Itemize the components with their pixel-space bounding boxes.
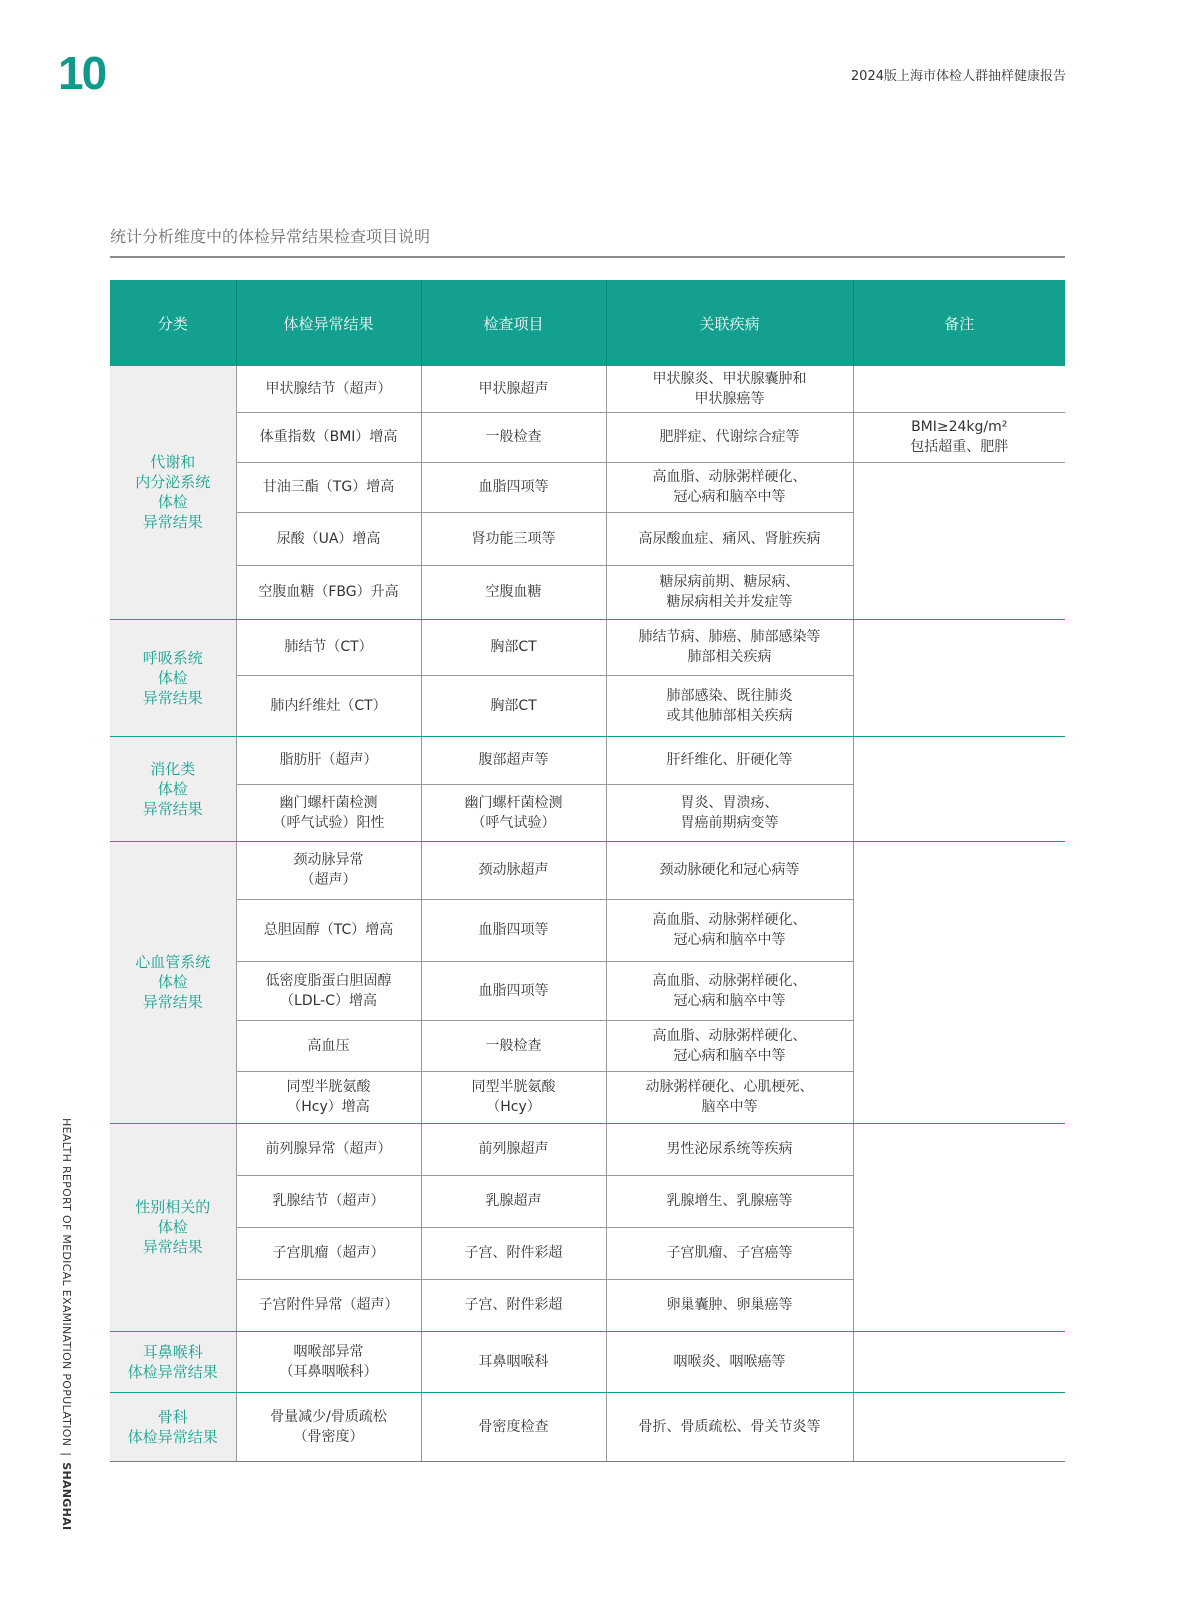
category-cell [110, 619, 236, 736]
cell-text-line: 甘油三酯（TG）增高 [262, 479, 395, 495]
cell-text-line: 骨折、骨质疏松、骨关节炎等 [638, 1418, 821, 1435]
result-cell [236, 675, 421, 736]
cell-text-line: 包括超重、肥胖 [910, 439, 1009, 455]
cell-text-line: 内分泌系统 [135, 473, 211, 492]
exam-item-cell [421, 736, 606, 784]
note-cell [853, 1392, 1065, 1461]
result-cell [236, 1071, 421, 1123]
cell-text-line: 血脂四项等 [478, 982, 549, 999]
cell-text-line: 异常结果 [142, 1238, 203, 1256]
cell-text-line: 冠心病和脑卒中等 [673, 992, 786, 1009]
cell-text-line: 糖尿病前期、糖尿病、 [659, 574, 800, 590]
cell-text-line: 肝纤维化、肝硬化等 [666, 752, 793, 768]
related-disease-cell [606, 565, 853, 619]
cell-text-line: 体检 [157, 973, 188, 991]
cell-text-line: 一般检查 [485, 429, 542, 445]
related-disease-cell [606, 512, 853, 565]
cell-text-line: 男性泌尿系统等疾病 [666, 1141, 793, 1157]
note-cell [853, 462, 1065, 619]
result-cell [236, 366, 421, 412]
exam-item-cell [421, 1279, 606, 1331]
cell-text-line: 肺结节病、肺癌、肺部感染等 [638, 629, 821, 645]
result-cell [236, 565, 421, 619]
cell-text-line: 肺部感染、既往肺炎 [666, 687, 793, 704]
cell-text-line: 血脂四项等 [478, 922, 549, 938]
cell-text-line: BMI≥24kg/m² [911, 419, 1008, 435]
cell-text-line: 骨量减少/骨质疏松 [270, 1408, 387, 1425]
cell-text-line: 血脂四项等 [478, 479, 549, 495]
cell-text-line: 胸部CT [490, 697, 537, 714]
cell-text-line: 腹部超声等 [478, 752, 549, 768]
cell-text-line: 体检 [157, 779, 188, 798]
cell-text-line: 高血脂、动脉粥样硬化、 [652, 1027, 807, 1044]
result-cell [236, 784, 421, 841]
category-cell [110, 1392, 236, 1461]
cell-text-line: 乳腺超声 [485, 1193, 542, 1209]
cell-text-line: 子宫、附件彩超 [464, 1297, 563, 1313]
cell-text-line: 幽门螺杆菌检测 [279, 794, 378, 811]
exam-item-cell [421, 675, 606, 736]
cell-text-line: 卵巢囊肿、卵巢癌等 [666, 1297, 793, 1313]
exam-item-cell [421, 899, 606, 961]
related-disease-cell [606, 675, 853, 736]
cell-text-line: 肺内纤维灶（CT） [270, 697, 387, 714]
cell-text-line: 颈动脉异常 [293, 852, 364, 868]
cell-text-line: 子宫肌瘤（超声） [272, 1245, 385, 1261]
exam-item-cell [421, 1331, 606, 1392]
cell-text-line: 高血脂、动脉粥样硬化、 [652, 469, 807, 485]
cell-text-line: 异常结果 [142, 993, 203, 1011]
cell-text-line: 幽门螺杆菌检测 [464, 794, 563, 811]
section-title: 统计分析维度中的体检异常结果检查项目说明 [110, 224, 1065, 258]
result-cell [236, 1279, 421, 1331]
cell-text-line: 甲状腺结节（超声） [265, 380, 392, 397]
exam-item-cell [421, 619, 606, 675]
related-disease-cell [606, 841, 853, 899]
column-header: 体检异常结果 [236, 280, 421, 366]
cell-text-line: 肾功能三项等 [471, 530, 556, 547]
cell-text-line: 肺部相关疾病 [687, 649, 772, 665]
page-number: 10 [58, 47, 106, 99]
related-disease-cell [606, 1331, 853, 1392]
related-disease-cell [606, 412, 853, 462]
note-cell [853, 841, 1065, 1123]
cell-text-line: （呼气试验） [471, 814, 556, 831]
note-cell [853, 736, 1065, 841]
exam-item-cell [421, 1392, 606, 1461]
cell-text-line: 咽喉部异常 [293, 1343, 364, 1360]
related-disease-cell [606, 784, 853, 841]
cell-text-line: 冠心病和脑卒中等 [673, 932, 786, 948]
category-cell [110, 1123, 236, 1331]
result-cell [236, 512, 421, 565]
exam-item-cell [421, 565, 606, 619]
related-disease-cell [606, 1227, 853, 1279]
table-row [110, 366, 1065, 412]
cell-text-line: （LDL-C）增高 [280, 992, 377, 1009]
category-cell [110, 1331, 236, 1392]
related-disease-cell [606, 619, 853, 675]
cell-text-line: 冠心病和脑卒中等 [673, 1047, 786, 1064]
cell-text-line: 颈动脉硬化和冠心病等 [659, 862, 800, 878]
related-disease-cell [606, 1071, 853, 1123]
cell-text-line: 胃癌前期病变等 [680, 814, 779, 831]
cell-text-line: 骨密度检查 [478, 1418, 549, 1435]
exam-item-cell [421, 841, 606, 899]
result-cell [236, 841, 421, 899]
cell-text-line: 咽喉炎、咽喉癌等 [673, 1353, 786, 1370]
table-body [110, 366, 1065, 1461]
cell-text-line: 高血脂、动脉粥样硬化、 [652, 972, 807, 989]
note-cell [853, 619, 1065, 736]
cell-text-line: 性别相关的 [135, 1198, 211, 1216]
related-disease-cell [606, 1392, 853, 1461]
related-disease-cell [606, 1020, 853, 1071]
column-header: 分类 [110, 280, 236, 366]
cell-text-line: 甲状腺炎、甲状腺囊肿和 [652, 370, 807, 387]
note-cell [853, 1123, 1065, 1331]
cell-text-line: 空腹血糖（FBG）升高 [258, 584, 399, 600]
result-cell [236, 462, 421, 512]
result-cell [236, 1175, 421, 1227]
column-header: 备注 [853, 280, 1065, 366]
note-cell [853, 1331, 1065, 1392]
cell-text-line: （骨密度） [293, 1428, 364, 1445]
cell-text-line: 肥胖症、代谢综合症等 [659, 429, 800, 445]
cell-text-line: 异常结果 [142, 513, 203, 532]
exam-item-cell [421, 462, 606, 512]
cell-text-line: 脑卒中等 [701, 1099, 758, 1115]
cell-text-line: 脂肪肝（超声） [279, 752, 378, 768]
cell-text-line: 体检 [157, 1218, 188, 1236]
exam-item-cell [421, 784, 606, 841]
cell-text-line: （超声） [300, 872, 357, 888]
table-row [110, 1331, 1065, 1392]
note-cell [853, 366, 1065, 412]
exam-item-cell [421, 1020, 606, 1071]
cell-text-line: 子宫、附件彩超 [464, 1245, 563, 1261]
related-disease-cell [606, 1279, 853, 1331]
table-row [110, 1392, 1065, 1461]
category-cell [110, 366, 236, 619]
cell-text-line: 空腹血糖 [485, 584, 542, 600]
cell-text-line: （Hcy）增高 [287, 1099, 370, 1115]
cell-text-line: 尿酸（UA）增高 [276, 530, 381, 547]
table-row [110, 841, 1065, 899]
cell-text-line: 子宫肌瘤、子宫癌等 [666, 1245, 793, 1261]
cell-text-line: 骨科 [157, 1407, 188, 1426]
cell-text-line: 高血脂、动脉粥样硬化、 [652, 912, 807, 928]
table-row [110, 1123, 1065, 1175]
note-cell [853, 412, 1065, 462]
cell-text-line: 高尿酸血症、痛风、肾脏疾病 [638, 530, 821, 547]
result-cell [236, 961, 421, 1020]
cell-text-line: 或其他肺部相关疾病 [666, 707, 793, 724]
cell-text-line: 颈动脉超声 [478, 862, 549, 878]
category-cell [110, 736, 236, 841]
cell-text-line: （Hcy） [486, 1099, 541, 1115]
result-cell [236, 1020, 421, 1071]
cell-text-line: 体检 [157, 668, 188, 687]
cell-text-line: 耳鼻喉科 [142, 1342, 203, 1361]
cell-text-line: 肺结节（CT） [284, 639, 373, 655]
cell-text-line: 动脉粥样硬化、心肌梗死、 [645, 1079, 814, 1095]
cell-text-line: 心血管系统 [135, 953, 211, 971]
exam-item-cell [421, 512, 606, 565]
result-cell [236, 1331, 421, 1392]
exam-items-table [110, 280, 1065, 1462]
table-row [110, 462, 1065, 512]
cell-text-line: 异常结果 [142, 688, 203, 707]
exam-item-cell [421, 366, 606, 412]
cell-text-line: 甲状腺癌等 [694, 390, 765, 407]
cell-text-line: 同型半胱氨酸 [471, 1079, 556, 1095]
exam-item-cell [421, 1175, 606, 1227]
cell-text-line: 糖尿病相关并发症等 [666, 594, 793, 610]
column-header: 关联疾病 [606, 280, 853, 366]
exam-item-cell [421, 1227, 606, 1279]
cell-text-line: 体重指数（BMI）增高 [259, 429, 398, 445]
related-disease-cell [606, 736, 853, 784]
category-cell [110, 841, 236, 1123]
cell-text-line: 乳腺增生、乳腺癌等 [666, 1193, 793, 1209]
related-disease-cell [606, 899, 853, 961]
cell-text-line: 耳鼻咽喉科 [478, 1353, 549, 1370]
exam-item-cell [421, 1123, 606, 1175]
table-row [110, 619, 1065, 675]
related-disease-cell [606, 1175, 853, 1227]
cell-text-line: 代谢和 [150, 453, 196, 472]
exam-item-cell [421, 412, 606, 462]
cell-text-line: 消化类 [150, 759, 196, 778]
table-row [110, 412, 1065, 462]
side-caption-text: HEALTH REPORT OF MEDICAL EXAMINATION POPULATION [60, 1118, 73, 1447]
cell-text-line: 子宫附件异常（超声） [258, 1297, 399, 1313]
table-row [110, 736, 1065, 784]
cell-text-line: 乳腺结节（超声） [272, 1193, 385, 1209]
report-title: 2024版上海市体检人群抽样健康报告 [850, 69, 1066, 84]
result-cell [236, 899, 421, 961]
column-header: 检查项目 [421, 280, 606, 366]
cell-text-line: 一般检查 [485, 1037, 542, 1054]
table-header-row [110, 280, 1065, 366]
cell-text-line: （呼气试验）阳性 [272, 814, 385, 831]
related-disease-cell [606, 462, 853, 512]
cell-text-line: 低密度脂蛋白胆固醇 [265, 972, 392, 989]
cell-text-line: 胸部CT [490, 639, 537, 655]
vertical-side-caption [57, 1118, 73, 1531]
result-cell [236, 1123, 421, 1175]
result-cell [236, 1227, 421, 1279]
related-disease-cell [606, 961, 853, 1020]
cell-text-line: 冠心病和脑卒中等 [673, 489, 786, 505]
result-cell [236, 736, 421, 784]
cell-text-line: 体检异常结果 [127, 1427, 218, 1446]
side-caption-city: SHANGHAI [60, 1462, 73, 1531]
cell-text-line: 异常结果 [142, 799, 203, 818]
cell-text-line: 前列腺超声 [478, 1141, 549, 1157]
cell-text-line: 胃炎、胃溃疡、 [680, 794, 779, 811]
cell-text-line: 高血压 [307, 1037, 350, 1054]
result-cell [236, 619, 421, 675]
exam-item-cell [421, 1071, 606, 1123]
result-cell [236, 412, 421, 462]
cell-text-line: 前列腺异常（超声） [265, 1141, 392, 1157]
cell-text-line: 体检异常结果 [127, 1362, 218, 1381]
result-cell [236, 1392, 421, 1461]
cell-text-line: 呼吸系统 [142, 648, 203, 667]
cell-text-line: （耳鼻咽喉科） [279, 1363, 378, 1380]
cell-text-line: 同型半胱氨酸 [286, 1079, 371, 1095]
related-disease-cell [606, 366, 853, 412]
exam-item-cell [421, 961, 606, 1020]
cell-text-line: 总胆固醇（TC）增高 [263, 922, 394, 938]
cell-text-line: 体检 [157, 493, 188, 512]
side-caption-separator: | [60, 1452, 73, 1457]
cell-text-line: 甲状腺超声 [478, 380, 549, 397]
related-disease-cell [606, 1123, 853, 1175]
